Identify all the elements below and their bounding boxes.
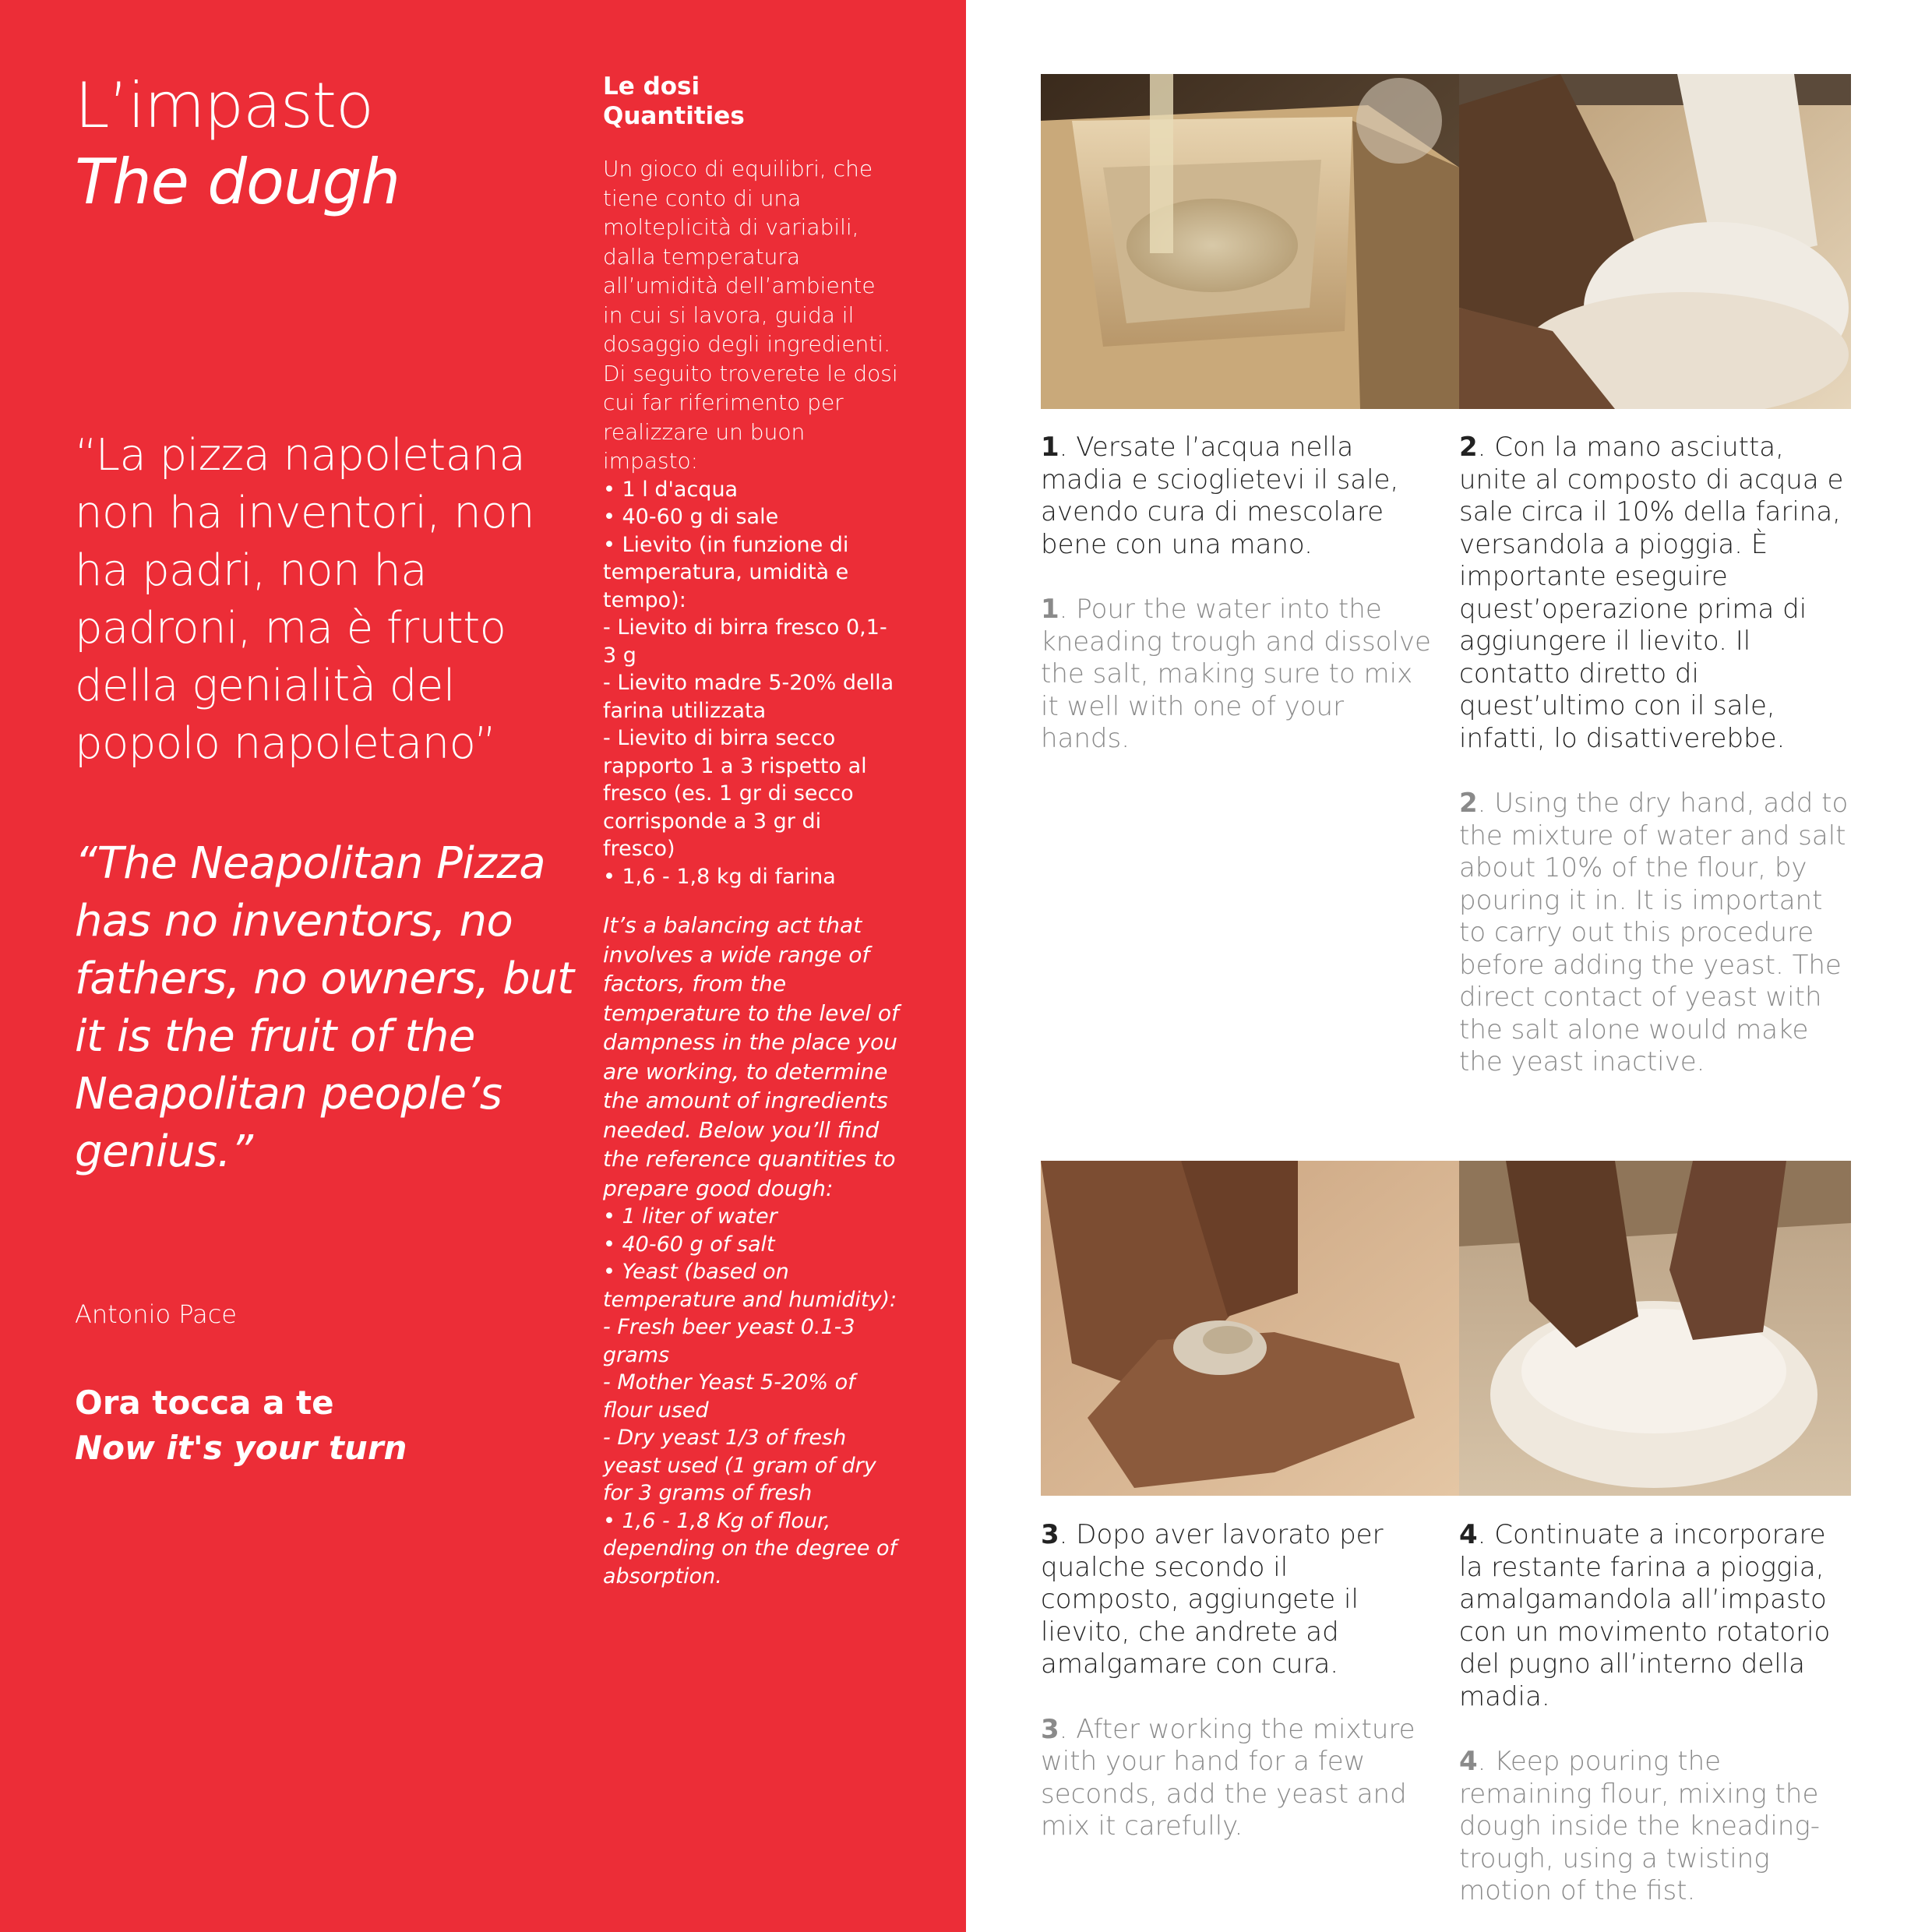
step-text: . Continuate a incorporare la restante farina a pioggia, amalgamandola all’impasto con un movimento rotatorio del pugno all’interno della madia. [1459,1519,1831,1712]
list-item: • Lievito (in funzione di temperatura, umidità e tempo): [603,532,849,612]
step-number: 4 [1459,1519,1478,1550]
quote-author: Antonio Pace [75,1299,237,1329]
step-1-english [1041,594,1434,756]
step-1 [1041,432,1434,756]
step-number: 2 [1459,432,1478,463]
step-text: . Versate l’acqua nella madia e scioglietevi il sale, avendo cura di mescolare bene con una mano. [1041,432,1399,560]
step-number: 1 [1041,432,1059,463]
photo-adding-flour [1459,74,1851,409]
list-item: • 1,6 - 1,8 kg di farina [603,864,836,889]
step-text: . Using the dry hand, add to the mixture of water and salt about 10% of the flour, by pouring it in. It is important to carry out this procedure before adding the yeast. The direct contact of yeast with the salt alone would make the yeast inactive. [1459,788,1849,1077]
quote-english: “The Neapolitan Pizza has no inventors, no fathers, no owners, but it is the fruit of the Neapolitan people’s genius.” [75,838,574,1177]
step-text: . Dopo aver lavorato per qualche secondo il composto, aggiungete il lievito, che andrete ad amalgamare con cura. [1041,1519,1384,1680]
step-number: 4 [1459,1746,1478,1777]
list-item: - Lievito madre 5-20% della farina utilizzata [603,671,894,723]
step-text: . After working the mixture with your hand for a few seconds, add the yeast and mix it carefully. [1041,1713,1416,1842]
quantities-heading-italian: Le dosi [603,72,700,100]
step-2-english [1459,788,1853,1079]
list-item: • 40-60 g di sale [603,505,779,529]
list-item: - Lievito di birra secco rapporto 1 a 3 rispetto al fresco (es. 1 gr di secco corrisponde a 3 gr di fresco) [603,726,867,861]
title-italian: L’impasto [75,69,373,142]
step-number: 2 [1459,788,1478,819]
list-item: - Mother Yeast 5-20% of flour used [603,1370,855,1423]
step-3-english [1041,1714,1434,1843]
step-2-italian [1459,432,1853,755]
list-item: - Dry yeast 1/3 of fresh yeast used (1 gram of dry for 3 grams of fresh [603,1426,876,1505]
quantities-list-italian [603,476,899,891]
photo-hand-with-yeast [1041,1161,1459,1496]
quantities-intro-english: It’s a balancing act that involves a wide range of factors, from the temperature to the level of dampness in the place you are working, to determine the amount of ingredients needed. Below you’ll find the reference quantities to prepare good dough: [603,912,899,1201]
step-3-italian [1041,1519,1434,1681]
list-item: • Yeast (based on temperature and humidity): [603,1260,897,1312]
quantities-list-english [603,1203,899,1590]
list-item: • 1,6 - 1,8 Kg of flour, depending on the degree of absorption. [603,1508,897,1588]
quantities-column [603,72,899,1590]
list-item: - Lievito di birra fresco 0,1- 3 g [603,615,887,668]
list-item: • 40-60 g of salt [603,1232,775,1257]
step-4-italian [1459,1519,1853,1713]
list-item: - Fresh beer yeast 0.1-3 grams [603,1315,855,1367]
quote-italian: “La pizza napoletana non ha inventori, non ha padri, non ha padroni, ma è frutto della genialità del popolo napoletano” [75,430,534,769]
step-number: 3 [1041,1519,1059,1550]
step-4-english [1459,1746,1853,1908]
step-number: 1 [1041,594,1059,625]
step-1-italian [1041,432,1434,561]
step-text: . Pour the water into the kneading trough and dissolve the salt, making sure to mix it well with one of your hands. [1041,594,1431,754]
list-item: • 1 l d'acqua [603,477,739,502]
step-3 [1041,1519,1434,1843]
title-english: The dough [75,146,400,218]
quantities-heading-english: Quantities [603,102,745,130]
cta-english: Now it's your turn [75,1429,407,1467]
cta-italian: Ora tocca a te [75,1384,334,1422]
photo-kneading-dough [1459,1161,1851,1496]
photo-water-into-trough [1041,74,1459,409]
step-4 [1459,1519,1853,1908]
step-text: . Con la mano asciutta, unite al composto di acqua e sale circa il 10% della farina, versandola a pioggia. È importante eseguire quest’operazione prima di aggiungere il lievito. Il contatto diretto di quest’ultimo con il sale, infatti, lo disattiverebbe. [1459,432,1844,754]
list-item: • 1 liter of water [603,1204,777,1229]
step-text: . Keep pouring the remaining flour, mixing the dough inside the kneading-trough, using a twisting motion of the fist. [1459,1746,1821,1906]
step-number: 3 [1041,1713,1059,1745]
quantities-intro-italian: Un gioco di equilibri, che tiene conto di una molteplicità di variabili, dalla temperatura all’umidità dell’ambiente in cui si lavora, guida il dosaggio degli ingredienti. Di seguito troverete le dosi cui far riferimento per realizzare un buon impasto: [603,156,898,474]
step-2 [1459,432,1853,1079]
